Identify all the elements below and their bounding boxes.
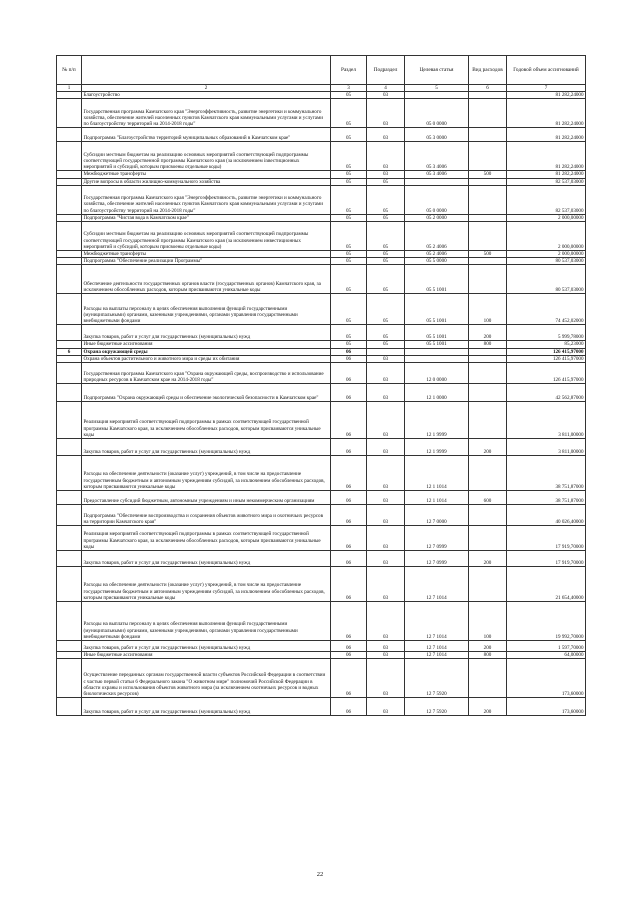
row-subsection: 05: [367, 222, 405, 251]
row-subsection: 03: [367, 505, 405, 526]
column-number: 3: [331, 85, 367, 92]
table-row: [57, 567, 586, 602]
row-number: [57, 92, 82, 99]
table-row: [57, 659, 586, 698]
row-expense-type: [469, 185, 507, 214]
table-row: [57, 325, 586, 341]
row-section: 05: [331, 92, 367, 99]
row-target-article: 12 7 1014: [405, 602, 469, 641]
table-row: [57, 294, 586, 325]
row-target-article: 05 5 0000: [405, 258, 469, 265]
row-subsection: 03: [367, 384, 405, 402]
row-subsection: 03: [367, 439, 405, 456]
row-target-article: 12 7 5920: [405, 698, 469, 716]
table-row: [57, 551, 586, 567]
row-expense-type: 100: [469, 602, 507, 641]
row-target-article: 12 7 0000: [405, 505, 469, 526]
row-subsection: 03: [367, 659, 405, 698]
row-number: [57, 402, 82, 439]
budget-table: [56, 55, 586, 716]
row-section: 05: [331, 222, 367, 251]
row-number: [57, 258, 82, 265]
row-section: 06: [331, 641, 367, 652]
table-row: [57, 456, 586, 491]
row-target-article: 05 5 1001: [405, 341, 469, 348]
row-description: Подпрограмма "Чистая вода в Камчатском крае": [82, 214, 331, 221]
row-subsection: 05: [367, 251, 405, 258]
row-target-article: 05 5 1001: [405, 265, 469, 294]
row-description: Подпрограмма "Обеспечение воспроизводства и сохранения объектов животного мира и охотничьих ресурсов на территории Камчатского края": [82, 505, 331, 526]
row-description: Межбюджетные трансферты: [82, 171, 331, 178]
row-subsection: 03: [367, 363, 405, 384]
row-amount: 3 811,00000: [507, 439, 586, 456]
row-target-article: 05 0 0000: [405, 185, 469, 214]
row-expense-type: 200: [469, 641, 507, 652]
row-target-article: 12 1 1014: [405, 456, 469, 491]
row-target-article: 05 2 0000: [405, 214, 469, 221]
row-description: Предоставление субсидий бюджетным, автономным учреждениям и иным некоммерческим организациям: [82, 491, 331, 505]
row-subsection: 03: [367, 128, 405, 142]
row-amount: 81 282,24000: [507, 128, 586, 142]
row-section: 06: [331, 348, 367, 355]
row-amount: 3 811,00000: [507, 402, 586, 439]
row-description: Реализация мероприятий соответствующей подпрограммы в рамках соответствующей государственной программы Камчатского края, за исключением обособленных расходов, которым присваиваются уникальные коды: [82, 526, 331, 551]
row-expense-type: 200: [469, 439, 507, 456]
row-description: Подпрограмма "Охрана окружающей среды и обеспечение экологической безопасности в Камчатском крае": [82, 384, 331, 402]
row-amount: 21 654,40000: [507, 567, 586, 602]
row-description: Охрана объектов растительного и животного мира и среды их обитания: [82, 355, 331, 362]
row-description: Межбюджетные трансферты: [82, 251, 331, 258]
row-description: Закупка товаров, работ и услуг для государственных (муниципальных) нужд: [82, 698, 331, 716]
row-expense-type: 500: [469, 171, 507, 178]
row-target-article: 12 7 0999: [405, 526, 469, 551]
row-section: 05: [331, 142, 367, 171]
row-target-article: 12 1 1014: [405, 491, 469, 505]
row-amount: 17 919,70000: [507, 551, 586, 567]
row-amount: 81 282,24000: [507, 142, 586, 171]
row-expense-type: [469, 355, 507, 362]
row-description: Государственная программа Камчатского края "Охрана окружающей среды, воспроизводство и использование природных ресурсов в Камчатском крае на 2014-2018 годы": [82, 363, 331, 384]
row-section: 06: [331, 551, 367, 567]
row-amount: 82 537,03000: [507, 178, 586, 185]
row-number: [57, 551, 82, 567]
row-subsection: 05: [367, 294, 405, 325]
column-number: 6: [469, 85, 507, 92]
row-number: [57, 265, 82, 294]
header-description: [82, 56, 331, 85]
row-subsection: [367, 348, 405, 355]
row-amount: 19 992,70000: [507, 602, 586, 641]
row-subsection: 03: [367, 456, 405, 491]
row-number: [57, 294, 82, 325]
row-number: [57, 214, 82, 221]
table-row: [57, 384, 586, 402]
table-row: [57, 222, 586, 251]
row-subsection: 03: [367, 355, 405, 362]
row-amount: 2 000,00000: [507, 214, 586, 221]
table-row: [57, 178, 586, 185]
row-number: [57, 251, 82, 258]
table-row: [57, 641, 586, 652]
table-row: [57, 99, 586, 128]
row-expense-type: 600: [469, 491, 507, 505]
row-amount: 64,00000: [507, 652, 586, 659]
row-target-article: 05 3 4006: [405, 142, 469, 171]
row-description: Закупка товаров, работ и услуг для государственных (муниципальных) нужд: [82, 551, 331, 567]
row-amount: 40 026,40000: [507, 505, 586, 526]
row-expense-type: [469, 142, 507, 171]
row-expense-type: [469, 128, 507, 142]
row-number: [57, 142, 82, 171]
row-number: [57, 185, 82, 214]
row-target-article: [405, 92, 469, 99]
row-subsection: 03: [367, 491, 405, 505]
table-row: [57, 341, 586, 348]
table-row: [57, 491, 586, 505]
column-number: 1: [57, 85, 82, 92]
row-target-article: 12 7 1014: [405, 567, 469, 602]
row-target-article: 05 2 4006: [405, 251, 469, 258]
row-number: [57, 602, 82, 641]
row-number: [57, 178, 82, 185]
table-row: [57, 698, 586, 716]
column-number: 7: [507, 85, 586, 92]
row-subsection: 03: [367, 99, 405, 128]
row-expense-type: [469, 265, 507, 294]
row-subsection: 03: [367, 171, 405, 178]
row-amount: 38 751,87000: [507, 456, 586, 491]
row-amount: 2 000,00000: [507, 222, 586, 251]
row-amount: 1 597,70000: [507, 641, 586, 652]
page-number: 22: [316, 871, 324, 878]
row-target-article: 05 0 0000: [405, 99, 469, 128]
row-section: 06: [331, 363, 367, 384]
row-subsection: 03: [367, 567, 405, 602]
row-number: [57, 526, 82, 551]
row-description: Подпрограмма "Благоустройство территорий муниципальных образований в Камчатском крае": [82, 128, 331, 142]
table-row: [57, 92, 586, 99]
row-subsection: 03: [367, 698, 405, 716]
row-amount: 126 415,97000: [507, 348, 586, 355]
row-amount: 81 282,24000: [507, 92, 586, 99]
row-subsection: 03: [367, 526, 405, 551]
row-section: 05: [331, 251, 367, 258]
header-row: [57, 56, 586, 85]
row-expense-type: [469, 384, 507, 402]
row-expense-type: [469, 505, 507, 526]
table-row: [57, 185, 586, 214]
row-amount: 80 537,03000: [507, 265, 586, 294]
row-target-article: 05 2 4006: [405, 222, 469, 251]
row-target-article: [405, 348, 469, 355]
row-number: [57, 505, 82, 526]
table-row: [57, 265, 586, 294]
row-description: Иные бюджетные ассигнования: [82, 341, 331, 348]
header-target-article: Целевая статья: [405, 56, 469, 85]
row-description: Охрана окружающей среды: [82, 348, 331, 355]
row-description: Расходы на выплаты персоналу в целях обеспечения выполнения функций государственными (муниципальными) органами, казенными учреждениями, органами управления государственными внебюджетными фондами: [82, 602, 331, 641]
row-section: 05: [331, 341, 367, 348]
row-amount: 126 415,97000: [507, 355, 586, 362]
row-subsection: 05: [367, 214, 405, 221]
row-amount: 38 751,87000: [507, 491, 586, 505]
column-number: 5: [405, 85, 469, 92]
row-section: 06: [331, 698, 367, 716]
row-target-article: 05 3 4006: [405, 171, 469, 178]
row-target-article: 05 3 0000: [405, 128, 469, 142]
row-number: [57, 355, 82, 362]
row-section: 05: [331, 171, 367, 178]
row-number: [57, 439, 82, 456]
row-subsection: 03: [367, 142, 405, 171]
row-amount: 173,60000: [507, 659, 586, 698]
row-expense-type: 100: [469, 294, 507, 325]
row-description: Подпрограмма "Обеспечение реализации Программы": [82, 258, 331, 265]
row-target-article: 12 7 0999: [405, 551, 469, 567]
row-description: Расходы на обеспечение деятельности (оказание услуг) учреждений, в том числе на предоставление государственным бюджетным и автономным учреждениям субсидий, за исключением обособленных расходов, которым присваиваются уникальные коды: [82, 456, 331, 491]
row-target-article: 12 7 1014: [405, 652, 469, 659]
row-expense-type: [469, 348, 507, 355]
row-number: [57, 384, 82, 402]
row-section: 05: [331, 265, 367, 294]
row-target-article: 12 1 9999: [405, 439, 469, 456]
table-row: [57, 363, 586, 384]
row-target-article: 12 7 1014: [405, 641, 469, 652]
row-number: [57, 641, 82, 652]
row-expense-type: 200: [469, 325, 507, 341]
row-target-article: [405, 355, 469, 362]
row-subsection: 03: [367, 641, 405, 652]
header-subsection: Подраздел: [367, 56, 405, 85]
header-annual-amount: Годовой объем ассигнований: [507, 56, 586, 85]
row-section: 05: [331, 178, 367, 185]
row-number: [57, 567, 82, 602]
row-description: Благоустройство: [82, 92, 331, 99]
row-description: Субсидии местным бюджетам на реализацию основных мероприятий соответствующей подпрограммы соответствующей государственной программы Камчатского края (за исключением инвестиционных мероприятий и субсидий, которым присвоены отдельные коды): [82, 222, 331, 251]
row-section: 05: [331, 185, 367, 214]
row-section: 06: [331, 652, 367, 659]
row-expense-type: [469, 402, 507, 439]
row-amount: 17 919,70000: [507, 526, 586, 551]
row-number: [57, 128, 82, 142]
row-description: Обеспечение деятельности государственных органов власти (государственных органов) Камчатского края, за исключением обособленных расходов, которым присваиваются уникальные коды: [82, 265, 331, 294]
row-section: 06: [331, 402, 367, 439]
row-expense-type: [469, 567, 507, 602]
row-amount: 80 537,03000: [507, 258, 586, 265]
table-row: [57, 652, 586, 659]
row-target-article: 05 5 1001: [405, 294, 469, 325]
row-amount: 74 452,02000: [507, 294, 586, 325]
row-expense-type: [469, 456, 507, 491]
row-subsection: 05: [367, 178, 405, 185]
row-section: 05: [331, 258, 367, 265]
row-description: Реализация мероприятий соответствующей подпрограммы в рамках соответствующей государственной программы Камчатского края, за исключением обособленных расходов, которым присваиваются уникальные коды: [82, 402, 331, 439]
row-expense-type: [469, 178, 507, 185]
table-row: [57, 505, 586, 526]
table-row: [57, 439, 586, 456]
row-number: [57, 341, 82, 348]
row-amount: 82 537,03000: [507, 185, 586, 214]
row-number: [57, 456, 82, 491]
row-number: [57, 659, 82, 698]
row-amount: 5 999,78000: [507, 325, 586, 341]
row-expense-type: [469, 363, 507, 384]
row-number: [57, 363, 82, 384]
table-row: [57, 251, 586, 258]
row-amount: 126 415,97000: [507, 363, 586, 384]
row-number: [57, 222, 82, 251]
column-number-row: [57, 85, 586, 92]
table-row: [57, 142, 586, 171]
row-section: 06: [331, 384, 367, 402]
table-row: [57, 526, 586, 551]
row-subsection: 03: [367, 92, 405, 99]
row-description: Иные бюджетные ассигнования: [82, 652, 331, 659]
row-expense-type: [469, 258, 507, 265]
column-number: 4: [367, 85, 405, 92]
row-description: Государственная программа Камчатского края "Энергоэффективность, развитие энергетики и коммунального хозяйства, обеспечение жителей населенных пунктов Камчатского края коммунальными услугами и услугами по благоустройству территорий на 2014-2018 годы": [82, 99, 331, 128]
row-subsection: 05: [367, 265, 405, 294]
row-expense-type: 200: [469, 551, 507, 567]
header-section: Раздел: [331, 56, 367, 85]
row-subsection: 05: [367, 341, 405, 348]
table-row: [57, 128, 586, 142]
row-description: Государственная программа Камчатского края "Энергоэффективность, развитие энергетики и коммунального хозяйства, обеспечение жителей населенных пунктов Камчатского края коммунальными услугами и услугами по благоустройству территорий на 2014-2018 годы": [82, 185, 331, 214]
row-target-article: [405, 178, 469, 185]
table-row: [57, 402, 586, 439]
row-expense-type: [469, 222, 507, 251]
row-section: 06: [331, 567, 367, 602]
row-expense-type: [469, 659, 507, 698]
row-section: 06: [331, 355, 367, 362]
row-subsection: 03: [367, 652, 405, 659]
row-description: Другие вопросы в области жилищно-коммунального хозяйства: [82, 178, 331, 185]
row-section: 05: [331, 128, 367, 142]
row-subsection: 03: [367, 402, 405, 439]
row-amount: 173,60000: [507, 698, 586, 716]
row-amount: 85,23000: [507, 341, 586, 348]
header-expense-type: Вид расходов: [469, 56, 507, 85]
table-row: [57, 355, 586, 362]
table-row: [57, 348, 586, 355]
row-description: Закупка товаров, работ и услуг для государственных (муниципальных) нужд: [82, 325, 331, 341]
row-number: [57, 99, 82, 128]
row-subsection: 05: [367, 185, 405, 214]
row-expense-type: [469, 99, 507, 128]
row-expense-type: 500: [469, 251, 507, 258]
column-number: 2: [82, 85, 331, 92]
row-description: Расходы на обеспечение деятельности (оказание услуг) учреждений, в том числе на предоставление государственным бюджетным и автономным учреждениям субсидий, за исключением обособленных расходов, которым присваиваются уникальные коды: [82, 567, 331, 602]
row-section: 06: [331, 439, 367, 456]
row-number: [57, 171, 82, 178]
row-number: [57, 698, 82, 716]
row-section: 06: [331, 456, 367, 491]
row-expense-type: 800: [469, 341, 507, 348]
row-target-article: 05 5 1001: [405, 325, 469, 341]
row-target-article: 12 0 0000: [405, 363, 469, 384]
table-row: [57, 602, 586, 641]
row-amount: 42 562,87000: [507, 384, 586, 402]
row-subsection: 03: [367, 602, 405, 641]
row-expense-type: [469, 214, 507, 221]
row-section: 06: [331, 526, 367, 551]
row-number: [57, 652, 82, 659]
row-expense-type: [469, 92, 507, 99]
table-row: [57, 171, 586, 178]
header-number: № п/п: [57, 56, 82, 85]
row-subsection: 03: [367, 551, 405, 567]
row-description: Осуществление переданных органам государственной власти субъектов Российской Федерации в соответствии с частью первой статьи 6 Федерального закона "О животном мире" полномочий Российской Федерации в области охраны и использования объектов животного мира (за исключением охотничьих ресурсов и водных биологических ресурсов): [82, 659, 331, 698]
row-expense-type: 800: [469, 652, 507, 659]
row-number: [57, 325, 82, 341]
row-subsection: 05: [367, 258, 405, 265]
row-expense-type: 200: [469, 698, 507, 716]
row-target-article: 12 7 5920: [405, 659, 469, 698]
row-number: [57, 491, 82, 505]
row-section: 06: [331, 505, 367, 526]
row-description: Расходы на выплаты персоналу в целях обеспечения выполнения функций государственными (муниципальными) органами, казенными учреждениями, органами управления государственными внебюджетными фондами: [82, 294, 331, 325]
row-amount: 81 282,24000: [507, 99, 586, 128]
row-amount: 2 000,00000: [507, 251, 586, 258]
row-description: Закупка товаров, работ и услуг для государственных (муниципальных) нужд: [82, 641, 331, 652]
row-description: Субсидии местным бюджетам на реализацию основных мероприятий соответствующей подпрограммы соответствующей государственной программы Камчатского края (за исключением inвестиционных мероприятий и субсидий, которым присвоены отдельные коды): [82, 142, 331, 171]
row-target-article: 12 1 0000: [405, 384, 469, 402]
row-section: 06: [331, 491, 367, 505]
row-target-article: 12 1 9999: [405, 402, 469, 439]
row-section: 05: [331, 214, 367, 221]
row-description: Закупка товаров, работ и услуг для государственных (муниципальных) нужд: [82, 439, 331, 456]
row-section: 06: [331, 602, 367, 641]
row-amount: 81 282,24000: [507, 171, 586, 178]
table-row: [57, 214, 586, 221]
row-subsection: 05: [367, 325, 405, 341]
row-number: 6: [57, 348, 82, 355]
table-row: [57, 258, 586, 265]
row-section: 05: [331, 294, 367, 325]
row-section: 05: [331, 325, 367, 341]
row-section: 06: [331, 659, 367, 698]
row-section: 05: [331, 99, 367, 128]
row-expense-type: [469, 526, 507, 551]
